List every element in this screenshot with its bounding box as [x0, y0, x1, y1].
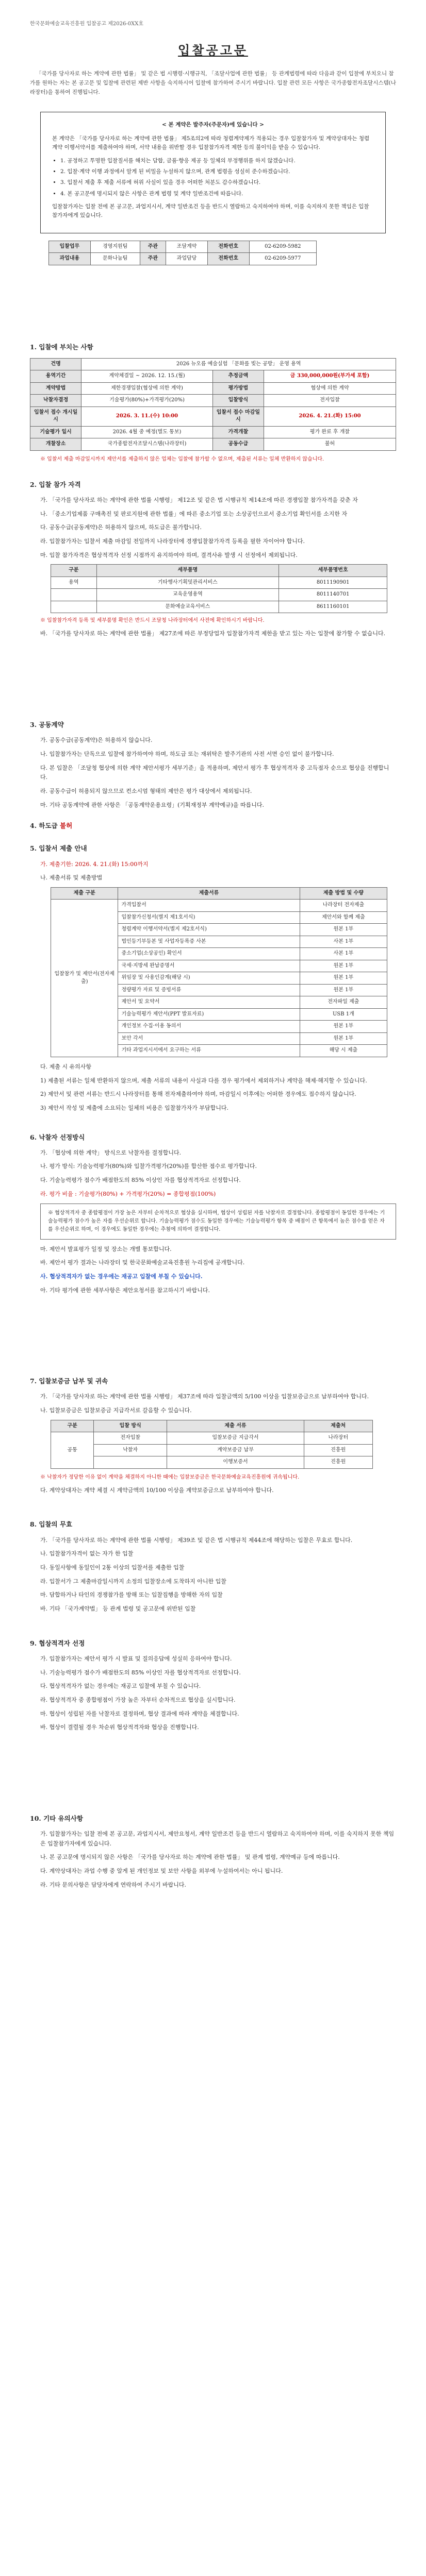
submission-header: 제출 방법 및 수량 — [300, 887, 387, 900]
table-cell: 원본 1부 — [300, 924, 387, 936]
section-10-paragraph: 다. 계약상대자는 과업 수행 중 알게 된 개인정보 및 보안 사항을 외부에 누설하여서는 아니 됩니다. — [40, 1868, 283, 1875]
section-7-paragraph: 가. 「국가를 당사자로 하는 계약에 관한 법률 시행령」 제37조에 따라 입찰금액의 5/100 이상을 입찰보증금으로 납부하여야 합니다. — [40, 1393, 369, 1400]
section-6-paragraph: 마. 제안서 발표평가 일정 및 장소는 개별 통보합니다. — [40, 1245, 172, 1252]
table-cell — [94, 1456, 167, 1469]
summary-value: 국가종합전자조달시스템(나라장터) — [81, 438, 213, 451]
section-6-paragraph: 다. 기술능력평가 점수가 배점한도의 85% 이상인 자를 협상적격자로 선정합니다. — [40, 1177, 241, 1184]
table-cell: 공통 — [51, 1432, 94, 1469]
section-5-deadline: 가. 제출기한: 2026. 4. 21.(화) 15:00까지 — [40, 860, 149, 868]
summary-label: 용역기간 — [30, 370, 81, 383]
table-cell: 8011190901 — [279, 577, 387, 589]
contact-role: 과업담당 — [166, 253, 208, 265]
section-3-paragraph: 마. 기타 공동계약에 관한 사항은 「공동계약운용요령」(기획재정부 계약예규)을 따릅니다. — [40, 801, 264, 808]
table-cell: 기술능력평가 제안서(PPT 발표자료) — [118, 1008, 300, 1021]
table-cell: 가격입찰서 — [118, 900, 300, 912]
guarantee-header: 구분 — [51, 1420, 94, 1432]
section-7-note: ※ 낙찰자가 정당한 이유 없이 계약을 체결하지 아니한 때에는 입찰보증금은 한국문화예술교육진흥원에 귀속됩니다. — [40, 1474, 300, 1480]
section-3-paragraph: 라. 공동수급이 허용되지 않으므로 컨소시엄 형태의 제안은 평가 대상에서 제외됩니다. — [40, 787, 252, 794]
table-cell: 개인정보 수집·이용 동의서 — [118, 1021, 300, 1033]
section-9-paragraph: 가. 입찰참가자는 제안서 평가 시 발표 및 질의응답에 성실히 응하여야 합니다. — [40, 1655, 232, 1662]
summary-label: 평가방법 — [212, 382, 264, 395]
section-2-title: 2. 입찰 참가 자격 — [30, 480, 81, 488]
table-cell: 원본 1부 — [300, 972, 387, 985]
submission-docs-table — [51, 887, 387, 1057]
section-9-paragraph: 바. 협상이 결렬될 경우 차순위 협상적격자와 협상을 진행합니다. — [40, 1724, 199, 1731]
table-cell: 8011140701 — [279, 589, 387, 601]
contact-dept: 문화나눔팀 — [90, 253, 140, 265]
item-code-header: 구분 — [51, 565, 97, 577]
summary-value: 2026. 3. 11.(수) 10:00 — [81, 406, 213, 426]
table-cell: 입찰보증금 지급각서 — [167, 1432, 304, 1445]
section-2-paragraph: 바. 「국가를 당사자로 하는 계약에 관한 법률」 제27조에 따른 부정당업자 입찰참가자격 제한을 받고 있는 자는 입찰에 참가할 수 없습니다. — [40, 630, 386, 637]
intro-text: 「국가를 당사자로 하는 계약에 관한 법률」 및 같은 법 시행령·시행규칙, 「조달사업에 관한 법률」 등 관계법령에 따라 다음과 같이 입찰에 부치오니 참가를 원하는 자는 본 공고문 및 입찰에 관련된 제반 사항을 숙지하시어 입찰에 참가하여 주시기 바랍니다. 입찰 관련 모든 사항은 국가종합전자조달시스템(나라장터)을 통하여 진행됩니다. — [30, 71, 396, 95]
section-9-paragraph: 마. 협상이 성립된 자를 낙찰자로 결정하며, 협상 결과에 따라 계약을 체결합니다. — [40, 1710, 239, 1717]
section-8-paragraph: 가. 「국가를 당사자로 하는 계약에 관한 법률 시행령」 제39조 및 같은 법 시행규칙 제44조에 해당하는 입찰은 무효로 합니다. — [40, 1536, 353, 1544]
guarantee-header: 제출처 — [304, 1420, 372, 1432]
section-7-paragraph: 나. 입찰보증금은 입찰보증금 지급각서로 갈음할 수 있습니다. — [40, 1407, 192, 1414]
table-cell: 원본 1부 — [300, 984, 387, 996]
summary-label: 계약방법 — [30, 382, 81, 395]
section-2-paragraph: 가. 「국가를 당사자로 하는 계약에 관한 법률 시행령」 제12조 및 같은 법 시행규칙 제14조에 따른 경쟁입찰 참가자격을 갖춘 자 — [40, 496, 358, 503]
summary-label: 입찰방식 — [212, 395, 264, 407]
section-8-paragraph: 나. 입찰참가자격이 없는 자가 한 입찰 — [40, 1550, 134, 1557]
summary-label: 추정금액 — [212, 370, 264, 383]
summary-label: 입찰서 접수 개시일시 — [30, 406, 81, 426]
table-cell: 청렴계약 이행서약서(별지 제2호서식) — [118, 924, 300, 936]
notice-box-title: < 본 계약은 발주자(주문자)에 있습니다 > — [162, 121, 264, 128]
section-9-paragraph: 나. 기술능력평가 점수가 배점한도의 85% 이상인 자를 협상적격자로 선정합니다. — [40, 1669, 241, 1676]
contact-dept-header: 과업내용 — [49, 253, 91, 265]
table-cell: 사본 1부 — [300, 936, 387, 948]
submission-group: 입찰참가 및 제안서(전자제출) — [51, 900, 118, 1057]
table-cell: 원본 1부 — [300, 960, 387, 972]
table-cell: USB 1개 — [300, 1008, 387, 1021]
section-6-highlight: 사. 협상적격자가 없는 경우에는 재공고 입찰에 부칠 수 있습니다. — [40, 1273, 203, 1280]
notice-box-item: • 4. 본 공고문에 명시되지 않은 사항은 관계 법령 및 계약 일반조건에 따릅니다. — [60, 190, 374, 198]
table-cell: 교육운영용역 — [96, 589, 278, 601]
section-10-paragraph: 나. 본 공고문에 명시되지 않은 사항은 「국가를 당사자로 하는 계약에 관한 법률」 및 관계 법령, 계약예규 등에 따릅니다. — [40, 1854, 340, 1861]
table-cell: 전자입찰 — [94, 1432, 167, 1445]
table-cell: 8611160101 — [279, 601, 387, 613]
summary-label: 개찰장소 — [30, 438, 81, 451]
table-cell: 원본 1부 — [300, 1021, 387, 1033]
section-6-paragraph: 아. 기타 평가에 관한 세부사항은 제안요청서를 참고하시기 바랍니다. — [40, 1286, 210, 1294]
section-9-paragraph: 라. 협상적격자 중 종합평점이 가장 높은 자부터 순차적으로 협상을 실시합니다. — [40, 1696, 236, 1703]
item-code-header: 세부품명번호 — [279, 565, 387, 577]
section-8-paragraph: 바. 기타 「국가계약법」 등 관계 법령 및 공고문에 위반된 입찰 — [40, 1605, 196, 1613]
section-8-paragraph: 마. 담합하거나 타인의 경쟁참가를 방해 또는 입찰집행을 방해한 자의 입찰 — [40, 1591, 223, 1599]
summary-label: 낙찰자결정 — [30, 395, 81, 407]
section-4-heading: 4. 하도급 — [30, 822, 58, 830]
section-6-paragraph: 바. 제안서 평가 결과는 나라장터 및 한국문화예술교육진흥원 누리집에 공개합니다. — [40, 1259, 245, 1266]
summary-value: 계약체결일 ~ 2026. 12. 15.(월) — [81, 370, 213, 383]
notice-box-item: • 1. 공정하고 투명한 입찰질서를 해치는 담합, 금품·향응 제공 등 일체의 부정행위를 하지 않겠습니다. — [60, 157, 374, 165]
item-code-table — [51, 564, 387, 613]
section-2-paragraph: 나. 「중소기업제품 구매촉진 및 판로지원에 관한 법률」에 따른 중소기업 또는 소상공인으로서 중소기업 확인서를 소지한 자 — [40, 510, 348, 517]
section-6-title: 6. 낙찰자 선정방식 — [30, 1133, 85, 1141]
section-2-note: ※ 입찰참가자격 등록 및 세부품명 확인은 반드시 조달청 나라장터에서 사전에 확인하시기 바랍니다. — [40, 618, 265, 624]
section-3-paragraph: 나. 입찰참가자는 단독으로 입찰에 참가하여야 하며, 하도급 또는 재위탁은 발주기관의 사전 서면 승인 없이 불가합니다. — [40, 750, 334, 757]
section-2-paragraph: 다. 공동수급(공동계약)은 허용하지 않으며, 하도급은 불가합니다. — [40, 524, 202, 531]
guarantee-table — [51, 1420, 373, 1469]
section-1-note: ※ 입찰서 제출 마감일시까지 제안서를 제출하지 않은 업체는 입찰에 참가할 수 없으며, 제출된 서류는 일체 반환하지 않습니다. — [40, 456, 324, 462]
notice-box-item: • 2. 입찰·계약 이행 과정에서 알게 된 비밀을 누설하지 않으며, 관계 법령을 성실히 준수하겠습니다. — [60, 167, 374, 176]
table-cell: 입찰참가신청서(별지 제1호서식) — [118, 911, 300, 924]
section-3-title: 3. 공동계약 — [30, 721, 64, 729]
table-cell: 진흥원 — [304, 1444, 372, 1456]
table-cell: 전자파일 제출 — [300, 996, 387, 1009]
table-cell — [51, 601, 97, 613]
table-row — [51, 1432, 373, 1445]
table-row — [51, 1456, 373, 1469]
section-5-paragraph: 다. 제출 시 유의사항 — [40, 1063, 91, 1070]
table-cell: 원본 1부 — [300, 1032, 387, 1045]
contact-tel: 02-6209-5977 — [249, 253, 316, 265]
section-1-title: 1. 입찰에 부치는 사항 — [30, 343, 93, 351]
summary-value: 금 330,000,000원(부가세 포함) — [264, 370, 396, 383]
summary-label: 건명 — [30, 358, 81, 370]
section-3-paragraph: 다. 본 입찰은 「조달청 협상에 의한 계약 제안서평가 세부기준」을 적용하며, 제안서 평가 후 협상적격자 중 고득점자 순으로 협상을 진행합니다. — [40, 764, 389, 781]
bid-summary-table — [30, 358, 396, 451]
contact-dept: 경영지원팀 — [90, 241, 140, 253]
notice-box-paragraph: 본 계약은 「국가를 당사자로 하는 계약에 관한 법률」 제5조의2에 따라 청렴계약제가 적용되는 경우 입찰참가자 및 계약상대자는 청렴계약 이행서약서를 제출하여야 하며, 서약 내용을 위반할 경우 입찰참가자격 제한 등의 불이익을 받을 수 있습니다. — [52, 135, 370, 151]
notice-box-paragraph: 입찰참가자는 입찰 전에 본 공고문, 과업지시서, 계약 일반조건 등을 반드시 열람하고 숙지하여야 하며, 이를 숙지하지 못한 책임은 입찰참가자에게 있습니다. — [52, 204, 369, 219]
table-cell: 중소기업(소상공인) 확인서 — [118, 948, 300, 960]
contact-tel: 02-6209-5982 — [249, 241, 316, 253]
section-9-paragraph: 다. 협상적격자가 없는 경우에는 재공고 입찰에 부칠 수 있습니다. — [40, 1683, 201, 1690]
section-7-title: 7. 입찰보증금 납부 및 귀속 — [30, 1377, 108, 1385]
section-6-paragraph: 가. 「협상에 의한 계약」 방식으로 낙찰자를 결정합니다. — [40, 1149, 182, 1156]
section-5-paragraph: 1) 제출된 서류는 일체 반환하지 않으며, 제출 서류의 내용이 사실과 다를 경우 평가에서 제외하거나 계약을 해제·해지할 수 있습니다. — [40, 1077, 367, 1084]
section-10-title: 10. 기타 유의사항 — [30, 1814, 83, 1822]
section-3-paragraph: 가. 공동수급(공동계약)은 허용하지 않습니다. — [40, 737, 153, 744]
section-4-title — [30, 821, 396, 831]
table-row — [51, 1444, 373, 1456]
table-cell: 나라장터 전자제출 — [300, 900, 387, 912]
table-cell: 보안 각서 — [118, 1032, 300, 1045]
table-cell: 해당 시 제출 — [300, 1045, 387, 1057]
section-10-paragraph: 라. 기타 문의사항은 담당자에게 연락하여 주시기 바랍니다. — [40, 1881, 186, 1888]
integrity-notice-box — [40, 112, 386, 233]
summary-value: 기술평가(80%)+가격평가(20%) — [81, 395, 213, 407]
table-cell: 정량평가 자료 및 증빙서류 — [118, 984, 300, 996]
section-8-paragraph: 라. 입찰서가 그 제출마감일시까지 소정의 입찰장소에 도착하지 아니한 입찰 — [40, 1578, 226, 1585]
section-5-paragraph: 2) 제안서 및 관련 서류는 반드시 나라장터를 통해 전자제출하여야 하며, 마감일시 이후에는 어떠한 경우에도 접수하지 않습니다. — [40, 1091, 356, 1098]
contact-role-header: 주관 — [140, 241, 166, 253]
notice-box-item: • 3. 입찰서 제출 후 제출 서류에 허위 사실이 있을 경우 어떠한 처분도 감수하겠습니다. — [60, 178, 374, 187]
summary-value: 전자입찰 — [264, 395, 396, 407]
summary-label: 입찰서 접수 마감일시 — [212, 406, 264, 426]
table-cell: 기타 과업지시서에서 요구하는 서류 — [118, 1045, 300, 1057]
table-cell: 낙찰자 — [94, 1444, 167, 1456]
section-5-paragraph: 3) 제안서 작성 및 제출에 소요되는 일체의 비용은 입찰참가자가 부담합니다. — [40, 1104, 229, 1111]
table-row — [51, 589, 387, 601]
section-6-paragraph: 나. 평가 방식: 기술능력평가(80%)와 입찰가격평가(20%)를 합산한 점수로 평가합니다. — [40, 1163, 257, 1170]
table-row — [51, 601, 387, 613]
contact-tel-header: 전화번호 — [207, 253, 249, 265]
section-2-paragraph: 라. 입찰참가자는 입찰서 제출 마감일 전일까지 나라장터에 경쟁입찰참가자격 등록을 필한 자이어야 합니다. — [40, 537, 305, 545]
table-cell: 계약보증금 납부 — [167, 1444, 304, 1456]
table-cell: 제안서와 함께 제출 — [300, 911, 387, 924]
section-9-title: 9. 협상적격자 선정 — [30, 1639, 85, 1647]
guarantee-header: 입찰 방식 — [94, 1420, 167, 1432]
table-cell: 진흥원 — [304, 1456, 372, 1469]
item-code-header: 세부품명 — [96, 565, 278, 577]
table-cell: 사본 1부 — [300, 948, 387, 960]
submission-header: 제출 구분 — [51, 887, 118, 900]
section-2-paragraph: 마. 입찰 참가자격은 협상적격자 선정 시점까지 유지하여야 하며, 결격사유 발생 시 선정에서 제외됩니다. — [40, 551, 298, 558]
section-8-title: 8. 입찰의 무효 — [30, 1520, 73, 1529]
summary-value: 평가 완료 후 개찰 — [264, 426, 396, 438]
table-cell: 용역 — [51, 577, 97, 589]
summary-value: 제한경쟁입찰(협상에 의한 계약) — [81, 382, 213, 395]
section-5-paragraph: 나. 제출서류 및 제출방법 — [40, 874, 103, 882]
contact-table — [48, 241, 317, 265]
section-6-notice-box: ※ 협상적격자 중 종합평점이 가장 높은 자부터 순차적으로 협상을 실시하며, 협상이 성립된 자를 낙찰자로 결정합니다. 종합평점이 동일한 경우에는 기술능력평가 점수가 높은 자를 우선순위로 합니다. 기술능력평가 점수도 동일한 경우에는 기술능력평가 항목 중 배점이 큰 항목에서 높은 점수를 얻은 자를 우선순위로 하며, 이 경우에도 동일한 경우에는 추첨에 의하여 결정합니다. — [40, 1204, 396, 1240]
table-cell: 국세·지방세 완납증명서 — [118, 960, 300, 972]
contact-role: 조달계약 — [166, 241, 208, 253]
guarantee-header: 제출 서류 — [167, 1420, 304, 1432]
submission-header: 제출서류 — [118, 887, 300, 900]
table-cell: 기타행사기획및관리서비스 — [96, 577, 278, 589]
section-5-title: 5. 입찰서 제출 안내 — [30, 844, 87, 853]
table-cell: 법인등기부등본 및 사업자등록증 사본 — [118, 936, 300, 948]
table-cell: 나라장터 — [304, 1432, 372, 1445]
table-cell: 이행보증서 — [167, 1456, 304, 1469]
summary-value: 불허 — [264, 438, 396, 451]
table-row — [51, 900, 387, 912]
section-6-ratio: 라. 평가 비율 : 기술평가(80%) + 가격평가(20%) = 종합평점(100%) — [40, 1190, 216, 1197]
section-7-paragraph: 다. 계약상대자는 계약 체결 시 계약금액의 10/100 이상을 계약보증금으로 납부하여야 합니다. — [40, 1486, 274, 1494]
contact-dept-header: 입찰업무 — [49, 241, 91, 253]
table-cell: 문화예술교육서비스 — [96, 601, 278, 613]
summary-label: 공동수급 — [212, 438, 264, 451]
contact-tel-header: 전화번호 — [207, 241, 249, 253]
summary-value: 협상에 의한 계약 — [264, 382, 396, 395]
section-10-paragraph: 가. 입찰참가자는 입찰 전에 본 공고문, 과업지시서, 제안요청서, 계약 일반조건 등을 반드시 열람하고 숙지하여야 하며, 이를 숙지하지 못한 책임은 입찰참가자에게 있습니다. — [40, 1831, 395, 1847]
notice-number: 한국문화예술교육진흥원 입찰공고 제2026-0XX호 — [30, 21, 144, 27]
contact-role-header: 주관 — [140, 253, 166, 265]
table-cell: 제안서 및 요약서 — [118, 996, 300, 1009]
table-row — [51, 577, 387, 589]
summary-value: 2026. 4월 중 예정(별도 통보) — [81, 426, 213, 438]
table-cell — [51, 589, 97, 601]
table-cell: 위임장 및 사용인감계(해당 시) — [118, 972, 300, 985]
notice-box-list — [52, 157, 374, 198]
section-8-paragraph: 다. 동일사항에 동일인이 2통 이상의 입찰서를 제출한 입찰 — [40, 1564, 185, 1571]
summary-value: 2026 뉴오름 예술실험 「문화를 빚는 공방」 운영 용역 — [81, 358, 396, 370]
summary-label: 기술평가 일시 — [30, 426, 81, 438]
page-title: 입찰공고문 — [178, 42, 248, 58]
summary-label: 가격개찰 — [212, 426, 264, 438]
summary-value: 2026. 4. 21.(화) 15:00 — [264, 406, 396, 426]
subcontract-status: 불허 — [60, 822, 73, 830]
